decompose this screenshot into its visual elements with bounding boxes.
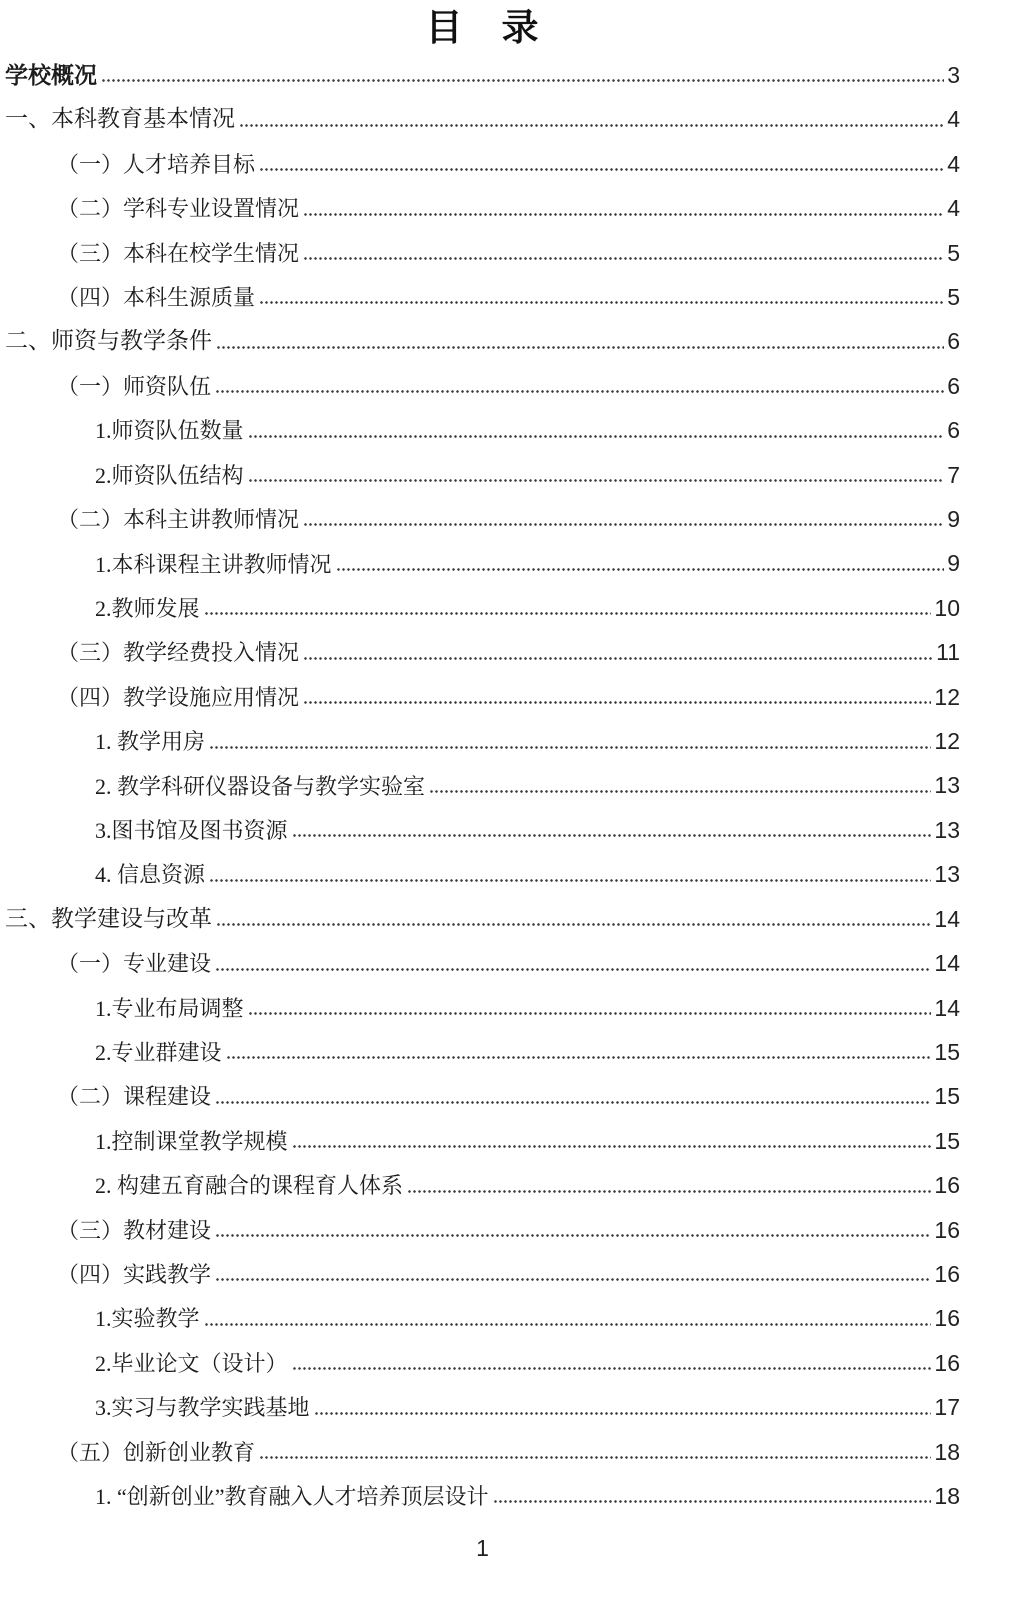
- toc-entry-label: 2.师资队伍结构: [95, 462, 244, 488]
- toc-entry: [5, 1159, 960, 1203]
- toc-entry-label: 1. 教学用房: [95, 729, 206, 755]
- toc-leader-dots: [209, 746, 931, 749]
- toc-entry: [5, 1381, 960, 1425]
- page-title: 目 录: [425, 7, 540, 48]
- toc-entry-page: 13: [934, 861, 960, 888]
- toc-entry: [5, 315, 960, 359]
- toc-entry-label: （二）学科专业设置情况: [57, 196, 300, 222]
- toc-entry-page: 12: [934, 728, 960, 755]
- toc-entry: [5, 1070, 960, 1114]
- toc-entry-label: 2. 教学科研仪器设备与教学实验室: [95, 773, 426, 799]
- toc-leader-dots: [407, 1190, 931, 1193]
- toc-leader-dots: [204, 612, 932, 615]
- toc-leader-dots: [101, 79, 944, 82]
- toc-entry-label: 1.师资队伍数量: [95, 418, 244, 444]
- toc-leader-dots: [259, 301, 944, 304]
- toc-entry-page: 15: [934, 1038, 960, 1065]
- toc-list: [5, 49, 960, 1514]
- toc-entry: [5, 360, 960, 404]
- toc-entry-label: （一）人才培养目标: [57, 151, 256, 177]
- toc-leader-dots: [226, 1056, 932, 1059]
- toc-entry-label: 2. 构建五育融合的课程育人体系: [95, 1173, 404, 1199]
- toc-leader-dots: [209, 879, 931, 882]
- toc-entry-label: （四）本科生源质量: [57, 285, 256, 311]
- toc-entry: [5, 404, 960, 448]
- toc-entry: [5, 848, 960, 892]
- toc-leader-dots: [216, 923, 931, 926]
- toc-entry-label: 4. 信息资源: [95, 862, 206, 888]
- footer-page-number: 1: [476, 1535, 489, 1562]
- toc-entry: [5, 671, 960, 715]
- toc-leader-dots: [429, 790, 931, 793]
- toc-entry-page: 17: [934, 1394, 960, 1421]
- toc-entry-label: 2.教师发展: [95, 595, 200, 621]
- toc-entry-label: 1. “创新创业”教育融入人才培养顶层设计: [95, 1484, 489, 1510]
- toc-entry: [5, 537, 960, 581]
- toc-entry-label: 1.控制课堂教学规模: [95, 1128, 288, 1154]
- toc-entry-page: 7: [947, 461, 960, 488]
- toc-entry-label: 三、教学建设与改革: [5, 905, 212, 931]
- toc-entry-page: 10: [934, 594, 960, 621]
- toc-leader-dots: [259, 168, 944, 171]
- toc-entry-label: 3.实习与教学实践基地: [95, 1395, 310, 1421]
- toc-leader-dots: [303, 213, 944, 216]
- toc-leader-dots: [292, 1367, 932, 1370]
- toc-entry: [5, 1115, 960, 1159]
- toc-entry-label: 1.专业布局调整: [95, 995, 244, 1021]
- toc-leader-dots: [216, 346, 944, 349]
- toc-entry-page: 16: [934, 1172, 960, 1199]
- toc-entry: [5, 227, 960, 271]
- toc-entry-label: 一、本科教育基本情况: [5, 106, 235, 132]
- toc-entry-page: 18: [934, 1482, 960, 1509]
- toc-entry: [5, 49, 960, 93]
- toc-entry-page: 16: [934, 1216, 960, 1243]
- toc-entry-page: 9: [947, 506, 960, 533]
- toc-entry: [5, 804, 960, 848]
- toc-leader-dots: [292, 834, 932, 837]
- toc-entry: [5, 138, 960, 182]
- toc-entry-page: 15: [934, 1083, 960, 1110]
- toc-entry-label: 学校概况: [5, 61, 97, 88]
- toc-entry-page: 11: [936, 639, 960, 666]
- toc-entry: [5, 1204, 960, 1248]
- toc-entry-label: （二）课程建设: [57, 1084, 212, 1110]
- toc-leader-dots: [303, 257, 944, 260]
- toc-leader-dots: [248, 435, 945, 438]
- toc-leader-dots: [314, 1412, 932, 1415]
- toc-entry: [5, 493, 960, 537]
- toc-entry-page: 16: [934, 1349, 960, 1376]
- toc-entry: [5, 626, 960, 670]
- toc-entry-label: （三）教材建设: [57, 1217, 212, 1243]
- toc-entry-page: 14: [934, 994, 960, 1021]
- toc-entry: [5, 1470, 960, 1514]
- toc-entry-label: （二）本科主讲教师情况: [57, 507, 300, 533]
- toc-entry-page: 5: [947, 284, 960, 310]
- toc-entry: [5, 1248, 960, 1292]
- toc-entry-page: 4: [947, 150, 960, 177]
- toc-entry-label: 3.图书馆及图书资源: [95, 818, 288, 844]
- toc-leader-dots: [215, 1278, 931, 1281]
- toc-entry: [5, 760, 960, 804]
- toc-entry-label: 二、师资与教学条件: [5, 328, 212, 354]
- toc-entry-label: （五）创新创业教育: [57, 1439, 256, 1465]
- toc-entry: [5, 1337, 960, 1381]
- toc-leader-dots: [303, 657, 933, 660]
- toc-entry-label: （一）专业建设: [57, 951, 212, 977]
- toc-entry-label: （四）教学设施应用情况: [57, 684, 300, 710]
- toc-entry-page: 9: [947, 550, 960, 577]
- toc-entry: [5, 449, 960, 493]
- toc-entry-label: 1.本科课程主讲教师情况: [95, 551, 332, 577]
- toc-entry-label: （三）本科在校学生情况: [57, 240, 300, 266]
- toc-entry-label: 2.专业群建设: [95, 1040, 222, 1066]
- toc-entry: [5, 182, 960, 226]
- toc-leader-dots: [215, 1234, 931, 1237]
- toc-leader-dots: [259, 1456, 931, 1459]
- toc-entry-label: 2.毕业论文（设计）: [95, 1350, 288, 1376]
- toc-entry: [5, 582, 960, 626]
- toc-leader-dots: [239, 124, 944, 127]
- toc-entry: [5, 893, 960, 937]
- toc-leader-dots: [336, 568, 945, 571]
- toc-entry-page: 14: [934, 905, 960, 932]
- toc-entry-page: 4: [947, 106, 960, 133]
- toc-leader-dots: [303, 523, 944, 526]
- toc-leader-dots: [493, 1500, 932, 1503]
- toc-entry-label: （四）实践教学: [57, 1262, 212, 1288]
- toc-entry-page: 5: [947, 239, 960, 266]
- toc-entry: [5, 1026, 960, 1070]
- toc-entry-page: 4: [947, 195, 960, 222]
- toc-leader-dots: [215, 390, 944, 393]
- toc-entry-page: 15: [934, 1127, 960, 1154]
- toc-entry-label: 1.实验教学: [95, 1306, 200, 1332]
- toc-entry: [5, 93, 960, 137]
- toc-leader-dots: [292, 1145, 932, 1148]
- toc-entry: [5, 1426, 960, 1470]
- toc-leader-dots: [215, 968, 931, 971]
- toc-entry: [5, 937, 960, 981]
- toc-entry-label: （一）师资队伍: [57, 373, 212, 399]
- toc-entry-label: （三）教学经费投入情况: [57, 640, 300, 666]
- toc-entry-page: 3: [947, 61, 960, 88]
- toc-entry-page: 6: [947, 328, 960, 355]
- toc-entry-page: 16: [934, 1305, 960, 1332]
- toc-entry-page: 18: [934, 1438, 960, 1465]
- toc-entry: [5, 982, 960, 1026]
- toc-entry-page: 6: [947, 372, 960, 399]
- toc-entry: [5, 271, 960, 315]
- toc-leader-dots: [204, 1323, 932, 1326]
- toc-entry: [5, 715, 960, 759]
- toc-entry-page: 13: [934, 816, 960, 843]
- toc-entry-page: 6: [947, 417, 960, 444]
- toc-entry-page: 14: [934, 950, 960, 977]
- toc-entry-page: 12: [934, 683, 960, 710]
- toc-leader-dots: [303, 701, 931, 704]
- toc-entry-page: 16: [934, 1260, 960, 1287]
- toc-entry: [5, 1292, 960, 1336]
- toc-leader-dots: [248, 1012, 932, 1015]
- toc-leader-dots: [215, 1101, 931, 1104]
- toc-leader-dots: [248, 479, 945, 482]
- toc-entry-page: 13: [934, 772, 960, 799]
